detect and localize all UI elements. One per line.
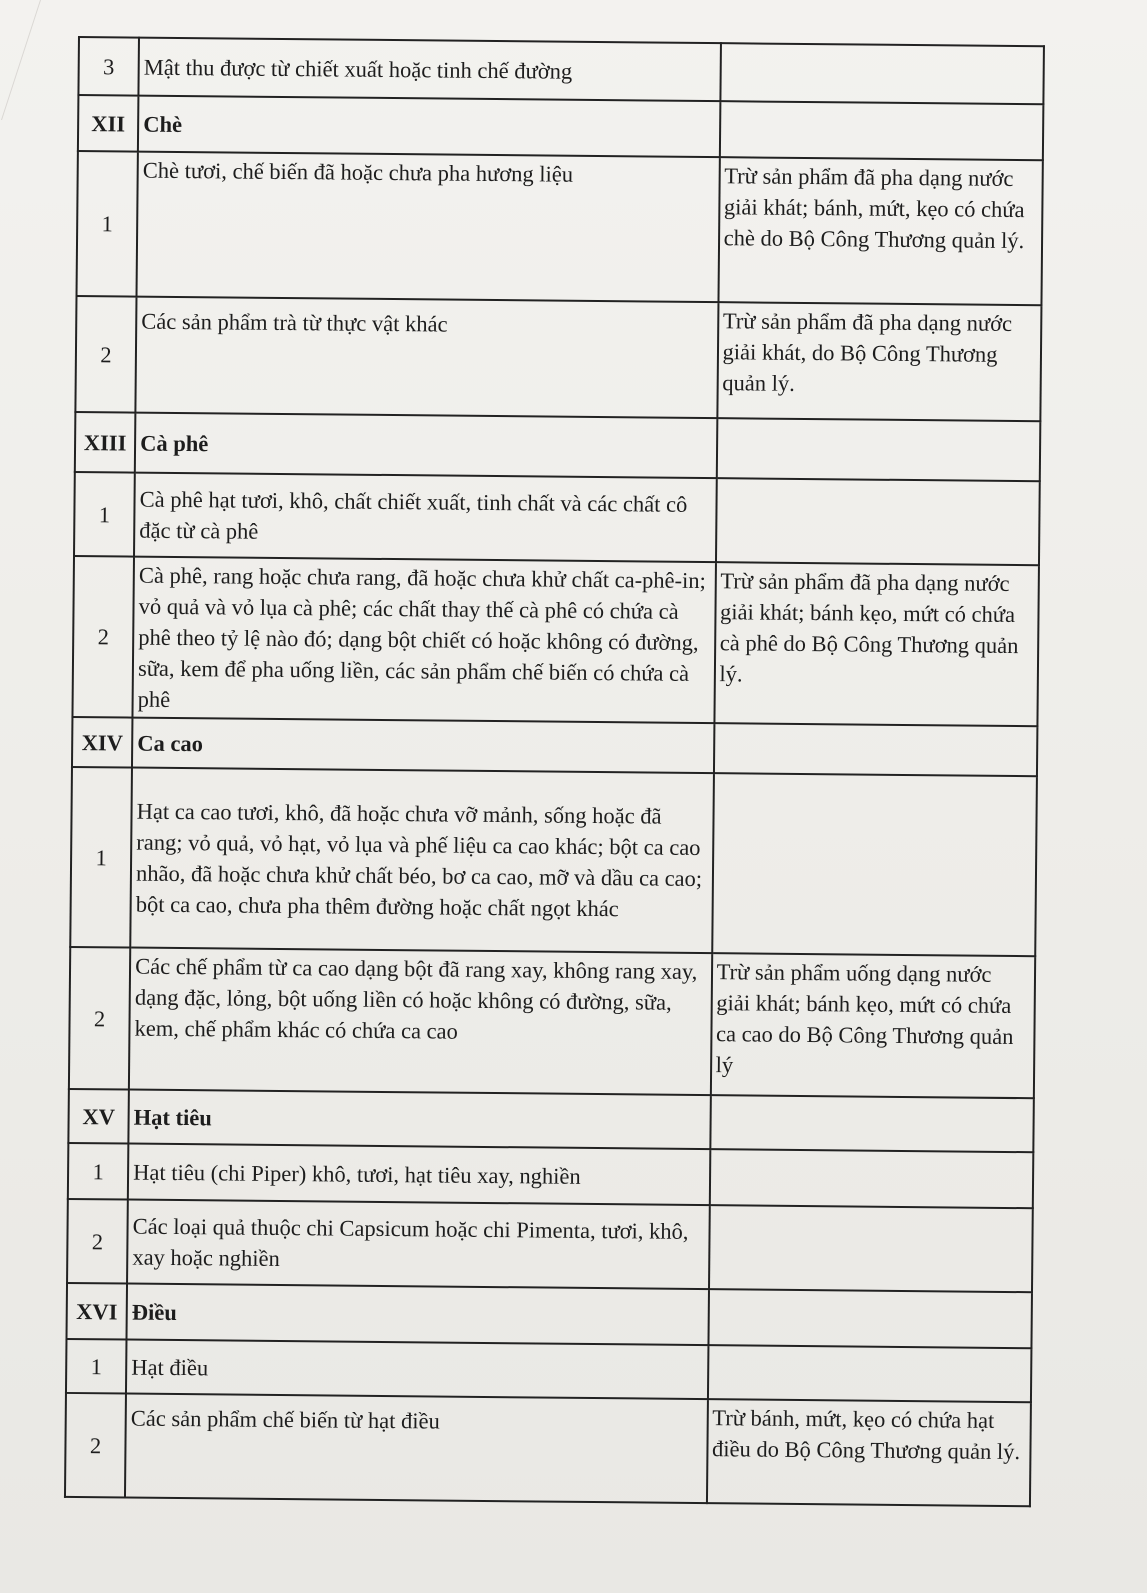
section-row <box>78 95 1043 160</box>
row-item: Các sản phẩm chế biến từ hạt điều <box>125 1394 707 1504</box>
section-row <box>72 717 1037 776</box>
row-item: Chè tươi, chế biến đã hoặc chưa pha hương liệu <box>137 152 720 303</box>
section-number: XIII <box>75 412 136 473</box>
row-note <box>708 1289 1032 1348</box>
section-title: Cà phê <box>135 413 717 479</box>
table-row <box>66 1339 1031 1402</box>
table-row <box>77 151 1043 305</box>
row-number: 2 <box>65 1393 126 1498</box>
row-item: Các sản phẩm trà từ thực vật khác <box>135 297 718 419</box>
row-note <box>719 101 1043 160</box>
row-item: Hạt ca cao tươi, khô, đã hoặc chưa vỡ mảnh, sống hoặc đã rang; vỏ quả, vỏ hạt, vỏ lụa và phế liệu ca cao khác; bột ca cao nhão, đã hoặc chưa khử chất béo, bơ ca cao, mỡ và dầu ca cao; bột ca cao, chưa pha thêm đường hoặc chất ngọt khác <box>130 768 713 954</box>
row-note: Trừ sản phẩm đã pha dạng nước giải khát, do Bộ Công Thương quản lý. <box>717 302 1042 421</box>
table-row <box>69 947 1035 1098</box>
row-number: 1 <box>70 767 132 948</box>
row-item: Các chế phẩm từ ca cao dạng bột đã rang xay, không rang xay, dạng đặc, lỏng, bột uống liền có hoặc không có đường, sữa, kem, chế phẩm khác có chứa ca cao <box>129 948 712 1096</box>
section-row <box>66 1283 1031 1348</box>
row-item: Cà phê, rang hoặc chưa rang, đã hoặc chưa khử chất ca-phê-in; vỏ quả và vỏ lụa cà phê; các chất thay thế cà phê có chứa cà phê theo tỷ lệ nào đó; dạng bột chiết có hoặc không có đường, sữa, kem để pha uống liền, các sản phẩm chế biến có chứa cà phê <box>133 557 716 724</box>
row-note <box>716 478 1040 565</box>
row-number: 2 <box>69 947 130 1090</box>
row-note <box>712 773 1037 956</box>
row-item: Cà phê hạt tươi, khô, chất chiết xuất, tinh chất và các chất cô đặc từ cà phê <box>134 473 716 563</box>
section-title: Điều <box>127 1284 709 1346</box>
row-note <box>710 1095 1034 1152</box>
row-item: Hạt điều <box>126 1340 708 1400</box>
row-number: 1 <box>68 1143 129 1200</box>
section-number: XVI <box>66 1283 127 1340</box>
row-number: 3 <box>78 37 139 96</box>
row-number: 2 <box>67 1199 128 1284</box>
section-number: XV <box>68 1089 129 1144</box>
row-note <box>709 1149 1033 1208</box>
section-title: Chè <box>138 96 720 158</box>
row-note: Trừ sản phẩm đã pha dạng nước giải khát; bánh, mứt, kẹo có chứa chè do Bộ Công Thương quản lý. <box>718 157 1043 305</box>
table-row <box>75 296 1041 421</box>
row-item: Mật thu được từ chiết xuất hoặc tinh chế đường <box>139 38 721 102</box>
row-number: 1 <box>74 472 135 557</box>
row-item: Hạt tiêu (chi Piper) khô, tươi, hạt tiêu xay, nghiền <box>128 1144 710 1206</box>
table-row <box>68 1143 1033 1208</box>
table-row <box>72 556 1039 726</box>
row-number: 1 <box>77 151 138 297</box>
table-row <box>70 767 1037 956</box>
row-note <box>708 1345 1032 1402</box>
row-note: Trừ bánh, mứt, kẹo có chứa hạt điều do Bộ Công Thương quản lý. <box>707 1399 1031 1506</box>
row-number: 1 <box>66 1339 127 1394</box>
section-title: Ca cao <box>132 718 714 774</box>
section-row <box>75 412 1041 481</box>
row-note <box>709 1205 1033 1292</box>
section-number: XIV <box>72 717 133 768</box>
table-row <box>65 1393 1031 1506</box>
paper-fold <box>0 0 41 120</box>
table-row <box>78 37 1044 104</box>
product-table <box>64 36 1045 1507</box>
row-note <box>720 43 1044 104</box>
row-note: Trừ sản phẩm uống dạng nước giải khát; bánh kẹo, mứt có chứa ca cao do Bộ Công Thương quản lý <box>710 953 1035 1098</box>
row-note: Trừ sản phẩm đã pha dạng nước giải khát; bánh kẹo, mứt có chứa cà phê do Bộ Công Thương quản lý. <box>714 562 1039 726</box>
section-number: XII <box>78 95 139 152</box>
section-row <box>68 1089 1033 1152</box>
section-title: Hạt tiêu <box>128 1090 710 1150</box>
row-note <box>716 418 1040 481</box>
table-row <box>67 1199 1033 1292</box>
row-item: Các loại quả thuộc chi Capsicum hoặc chi Pimenta, tươi, khô, xay hoặc nghiền <box>127 1200 709 1290</box>
table-row <box>74 472 1040 565</box>
row-note <box>714 723 1038 776</box>
row-number: 2 <box>75 296 136 413</box>
row-number: 2 <box>72 556 134 718</box>
